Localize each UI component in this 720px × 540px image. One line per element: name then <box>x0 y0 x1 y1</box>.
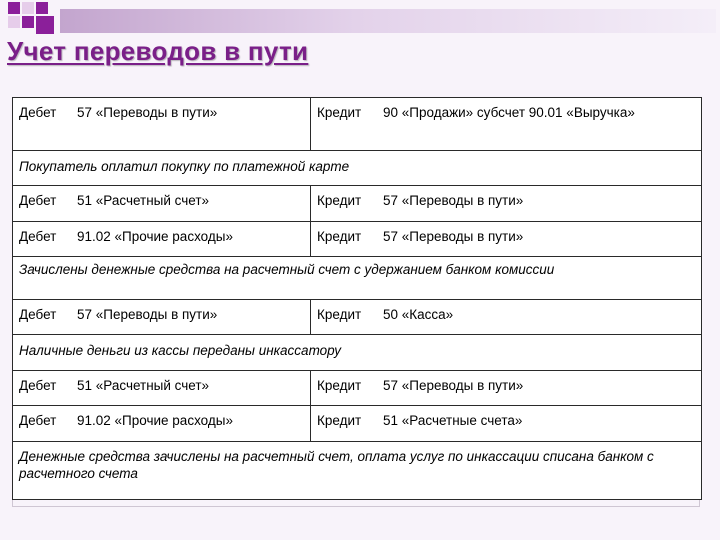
debit-label: Дебет <box>19 413 57 428</box>
debit-cell <box>13 222 311 257</box>
credit-account: 57 «Переводы в пути» <box>383 193 524 208</box>
credit-label: Кредит <box>317 307 362 322</box>
debit-cell <box>13 300 311 335</box>
debit-label: Дебет <box>19 378 57 393</box>
credit-label: Кредит <box>317 105 362 120</box>
debit-label: Дебет <box>19 193 57 208</box>
debit-account: 51 «Расчетный счет» <box>77 378 210 393</box>
debit-account: 57 «Переводы в пути» <box>77 307 218 322</box>
credit-cell <box>311 371 702 406</box>
credit-account: 57 «Переводы в пути» <box>383 378 524 393</box>
table-row <box>13 257 702 300</box>
credit-cell <box>311 222 702 257</box>
debit-label: Дебет <box>19 229 57 244</box>
debit-account: 51 «Расчетный счет» <box>77 193 210 208</box>
note-cell: Наличные деньги из кассы переданы инкассатору <box>13 335 702 371</box>
table-row <box>13 442 702 500</box>
debit-cell <box>13 406 311 442</box>
table-row <box>13 151 702 186</box>
credit-label: Кредит <box>317 378 362 393</box>
table-row <box>13 222 702 257</box>
note-cell: Денежные средства зачислены на расчетный счет, оплата услуг по инкассации списана банком с расчетного счета <box>13 442 702 500</box>
title-gradient-bar <box>60 9 716 33</box>
debit-cell <box>13 98 311 151</box>
note-cell: Зачислены денежные средства на расчетный счет с удержанием банком комиссии <box>13 257 702 300</box>
credit-cell <box>311 406 702 442</box>
debit-label: Дебет <box>19 307 57 322</box>
table-row <box>13 98 702 151</box>
table-row <box>13 186 702 222</box>
debit-label: Дебет <box>19 105 57 120</box>
credit-cell <box>311 98 702 151</box>
credit-account: 50 «Касса» <box>383 307 454 322</box>
credit-label: Кредит <box>317 229 362 244</box>
debit-cell <box>13 371 311 406</box>
page-title: Учет переводов в пути <box>7 36 309 66</box>
credit-account: 57 «Переводы в пути» <box>383 229 524 244</box>
credit-cell <box>311 186 702 222</box>
entries-table <box>12 97 702 500</box>
debit-account: 91.02 «Прочие расходы» <box>77 413 233 428</box>
table-row <box>13 371 702 406</box>
credit-label: Кредит <box>317 413 362 428</box>
table-row <box>13 406 702 442</box>
credit-label: Кредит <box>317 193 362 208</box>
note-cell: Покупатель оплатил покупку по платежной карте <box>13 151 702 186</box>
table-row <box>13 300 702 335</box>
credit-account: 51 «Расчетные счета» <box>383 413 523 428</box>
debit-cell <box>13 186 311 222</box>
table-row <box>13 335 702 371</box>
debit-account: 57 «Переводы в пути» <box>77 105 218 120</box>
credit-cell <box>311 300 702 335</box>
credit-account: 90 «Продажи» субсчет 90.01 «Выручка» <box>383 105 635 120</box>
debit-account: 91.02 «Прочие расходы» <box>77 229 233 244</box>
